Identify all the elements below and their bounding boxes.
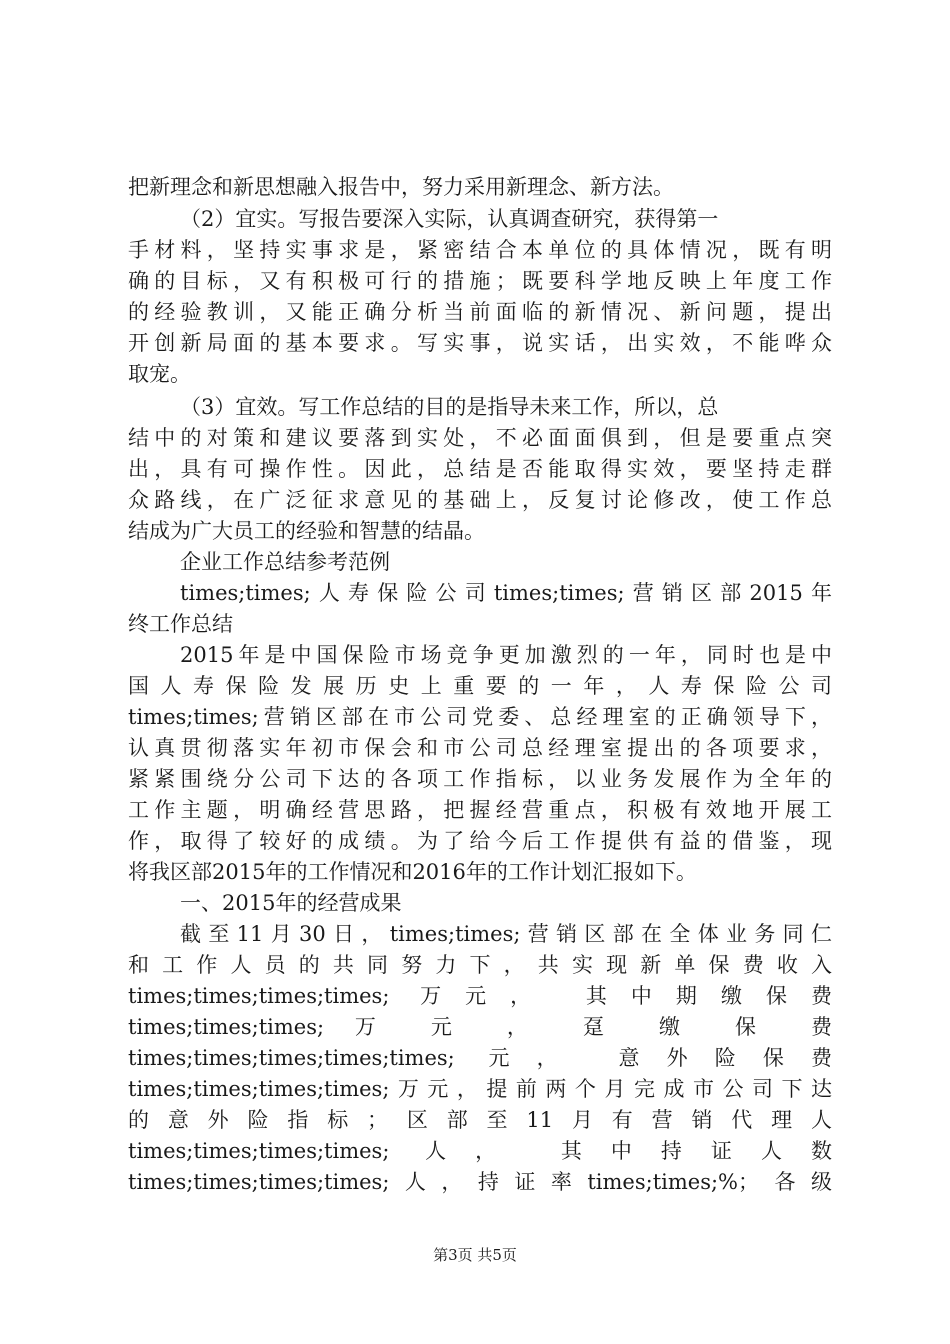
text-line: 取宠。 [128, 362, 191, 386]
page-number: 第3页 共5页 [433, 1246, 517, 1264]
text-line: 把新理念和新思想融入报告中，努力采用新理念、新方法。 [128, 175, 674, 199]
text-line: 2015年是中国保险市场竞争更加激烈的一年，同时也是中 [180, 643, 832, 667]
text-line: 出，具有可操作性。因此，总结是否能取得实效，要坚持走群 [128, 457, 832, 481]
text-line: （3）宜效。写工作总结的目的是指导未来工作，所以，总 [180, 395, 719, 419]
text-line: 将我区部2015年的工作情况和2016年的工作计划汇报如下。 [128, 860, 697, 884]
text-line: 认真贯彻落实年初市保会和市公司总经理室提出的各项要求， [128, 736, 832, 760]
text-line: times;times;times;times; 万元， 其中期缴保费 [128, 984, 832, 1008]
section-heading: 企业工作总结参考范例 [180, 550, 390, 574]
text-line: 紧紧围绕分公司下达的各项工作指标，以业务发展作为全年的 [128, 767, 832, 791]
section-heading: 一、2015年的经营成果 [180, 891, 402, 915]
text-line: 截至11月30日，times;times;营销区部在全体业务同仁 [180, 922, 832, 946]
text-line: times;times;人寿保险公司times;times;营销区部2015年 [180, 581, 832, 605]
text-line: times;times;times;times;人，持证率times;times;%；各级 [128, 1170, 832, 1194]
text-line: 工作主题，明确经营思路，把握经营重点，积极有效地开展工 [128, 798, 832, 822]
text-line: 的经验教训，又能正确分析当前面临的新情况、新问题，提出 [128, 300, 832, 324]
text-line: 和工作人员的共同努力下，共实现新单保费收入 [128, 953, 832, 977]
text-line: 结中的对策和建议要落到实处，不必面面俱到，但是要重点突 [128, 426, 832, 450]
text-line: 终工作总结 [128, 612, 233, 636]
text-line: 开创新局面的基本要求。写实事，说实话，出实效，不能哗众 [128, 331, 832, 355]
text-line: times;times;times; 万 元 ， 趸 缴 保 费 [128, 1015, 832, 1039]
text-line: 结成为广大员工的经验和智慧的结晶。 [128, 519, 485, 543]
text-line: times;times;times;times;times; 元， 意外险保费 [128, 1046, 832, 1070]
text-line: 确的目标，又有积极可行的措施；既要科学地反映上年度工作 [128, 269, 832, 293]
text-line: times;times;times;times;万元，提前两个月完成市公司下达 [128, 1077, 832, 1101]
text-line: 国人寿保险发展历史上重要的一年，人寿保险公司 [128, 674, 832, 698]
text-line: （2）宜实。写报告要深入实际，认真调查研究，获得第一 [180, 207, 719, 231]
text-line: 手材料，坚持实事求是，紧密结合本单位的具体情况，既有明 [128, 238, 832, 262]
text-line: 作，取得了较好的成绩。为了给今后工作提供有益的借鉴，现 [128, 829, 832, 853]
text-line: times;times;营销区部在市公司党委、总经理室的正确领导下， [128, 705, 832, 729]
text-line: 众路线，在广泛征求意见的基础上，反复讨论修改，使工作总 [128, 488, 832, 512]
text-line: 的意外险指标；区部至11月有营销代理人 [128, 1108, 832, 1132]
text-line: times;times;times;times; 人， 其中持证人数 [128, 1139, 832, 1163]
